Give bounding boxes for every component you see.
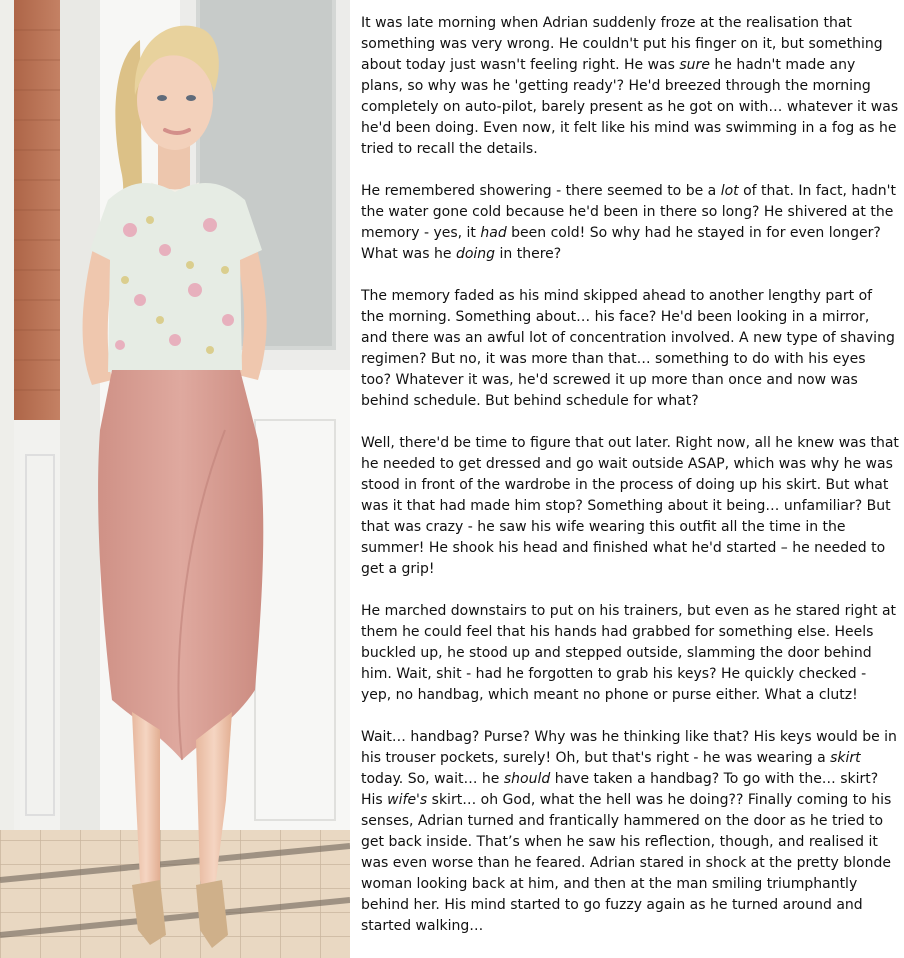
story-paragraph-2: He remembered showering - there seemed to be a lot of that. In fact, hadn't the water gone cold because he'd been in there so long? He shivered at the memory - yes, it had been cold! So why had he stayed in for even longer? What was he doing in there? [361,183,896,262]
story-paragraph-1: It was late morning when Adrian suddenly froze at the realisation that something was very wrong. He couldn't put his finger on it, but something about today just wasn't feeling right. He was sure he hadn't made any plans, so why was he 'getting ready'? He'd breezed through the morning completely on auto-pilot, barely present as he got on with… whatever it was he'd been doing. Even now, it felt like his mind was swimming in a fog as he tried to recall the details. [361,15,899,157]
story-text [361,13,899,958]
story-paragraph-3: The memory faded as his mind skipped ahead to another lengthy part of the morning. Something about… his face? He'd been looking in a mirror, and there was an awful lot of concentration involved. A new type of shaving regimen? But no, it was more than that… something to do with his eyes too? Whatever it was, he'd screwed it up more than once and now was behind schedule. But behind schedule for what? [361,288,895,409]
story-paragraph-6: Wait… handbag? Purse? Why was he thinking like that? His keys would be in his trouser pockets, surely! Oh, but that's right - he was wearing a skirt today. So, wait… he should have taken a handbag? To go with the… skirt? His wife's skirt… oh God, what the hell was he doing?? Finally coming to his senses, Adrian turned and frantically hammered on the door as he tried to get back inside. That’s when he saw his reflection, though, and realised it was even worse than he feared. Adrian stared in shock at the pretty blonde woman looking back at him, and then at the man smiling triumphantly behind her. His mind started to go fuzzy again as he turned around and started walking… [361,729,897,934]
story-paragraph-5: He marched downstairs to put on his trainers, but even as he stared right at them he could feel that his hands had grabbed for something else. Heels buckled up, he stood up and stepped outside, slamming the door behind him. Wait, shit - had he forgotten to grab his keys? He quickly checked - yep, no handbag, which meant no phone or purse either. What a clutz! [361,603,897,703]
story-photo [0,0,350,958]
story-paragraph-4: Well, there'd be time to figure that out later. Right now, all he knew was that he needed to get dressed and go wait outside ASAP, which was why he was stood in front of the wardrobe in the process of doing up his skirt. But what was it that had made him stop? Something about it being… unfamiliar? But that was crazy - he saw his wife wearing this outfit all the time in the summer! He shook his head and finished what he'd started – he needed to get a grip! [361,435,899,577]
